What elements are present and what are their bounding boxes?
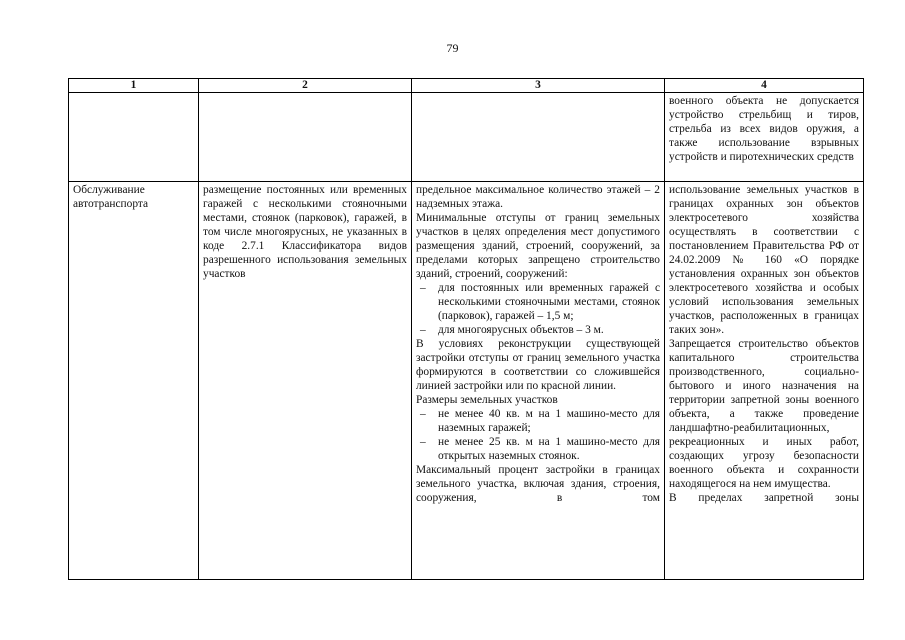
plot-size-list: [416, 407, 660, 463]
land-use-description-cell: [199, 182, 412, 580]
setbacks-list: [416, 281, 660, 337]
parameters-floors-text: предельное максимальное количество этажей – 2 надземных этажа.: [416, 184, 660, 210]
zoning-regulations-table: [68, 78, 864, 580]
table-row-continuation: [69, 93, 864, 182]
empty-cell: [412, 93, 665, 182]
parameters-reconstruction-text: В условиях реконструкции существующей застройки отступы от границ земельного участка формируются в соответствии со сложившейся линией застройки или по красной линии.: [416, 338, 660, 392]
table-header-row: [69, 79, 864, 93]
land-use-type-cell: [69, 182, 199, 580]
land-use-description-text: размещение постоянных или временных гаражей с несколькими стояночными местами, стоянок (парковок), гаражей, в том числе многоярусных, не указанных в коде 2.7.1 Классификатора видов разрешенного использования земельных участков: [203, 184, 407, 280]
list-item: – не менее 40 кв. м на 1 машино-место для наземных гаражей;: [416, 407, 660, 435]
land-use-type-text: Обслуживание автотранспорта: [73, 184, 149, 210]
restrictions-cell: [665, 93, 864, 182]
restrictions-zone-text: В пределах запретной зоны: [669, 492, 859, 504]
list-item: – не менее 25 кв. м на 1 машино-место для открытых наземных стоянок.: [416, 435, 660, 463]
restrictions-works-text: рекреационных и иных работ, создающих угрозу безопасности военного объекта и сохранности находящегося на нем имущества.: [669, 436, 859, 490]
restrictions-construction-text: Запрещается строительство объектов капитального строительства производственного, социально-бытового и иного назначения на территории запретной зоны военного объекта, а также проведение ландшафтно-реабилитационных,: [669, 338, 859, 434]
list-item: – для многоярусных объектов – 3 м.: [416, 323, 660, 337]
column-header: 3: [412, 79, 665, 93]
list-item: – для постоянных или временных гаражей с несколькими стояночными местами, стоянок (парковок), гаражей – 1,5 м;: [416, 281, 660, 323]
parameters-plot-size-heading: Размеры земельных участков: [416, 394, 558, 406]
parameters-setbacks-text: Минимальные отступы от границ земельных участков в целях определения мест допустимого размещения зданий, строений, сооружений, за пределами которых запрещено строительство зданий, строений, сооружений:: [416, 212, 660, 280]
parameters-coverage-text: Максимальный процент застройки в границах земельного участка, включая здания, строения, сооружения, в том: [416, 464, 660, 504]
column-header: 1: [69, 79, 199, 93]
empty-cell: [69, 93, 199, 182]
column-header: 2: [199, 79, 412, 93]
restrictions-power-grid-text: использование земельных участков в границах охранных зон объектов электросетевого хозяйства осуществлять в соответствии с постановлением Правительства РФ от 24.02.2009 № 160 «О порядке установления охранных зон объектов электросетевого хозяйства и особых условий использования земельных участков, расположенных в границах таких зон».: [669, 184, 859, 336]
restrictions-continuation-text: военного объекта не допускается устройство стрельбищ и тиров, стрельба из всех видов оружия, а также использование взрывных устройств и пиротехнических средств: [669, 95, 859, 163]
table-row-auto-service: [69, 182, 864, 580]
parameters-cell: [412, 182, 665, 580]
empty-cell: [199, 93, 412, 182]
page-number: 79: [446, 41, 459, 55]
column-header: 4: [665, 79, 864, 93]
restrictions-cell: [665, 182, 864, 580]
